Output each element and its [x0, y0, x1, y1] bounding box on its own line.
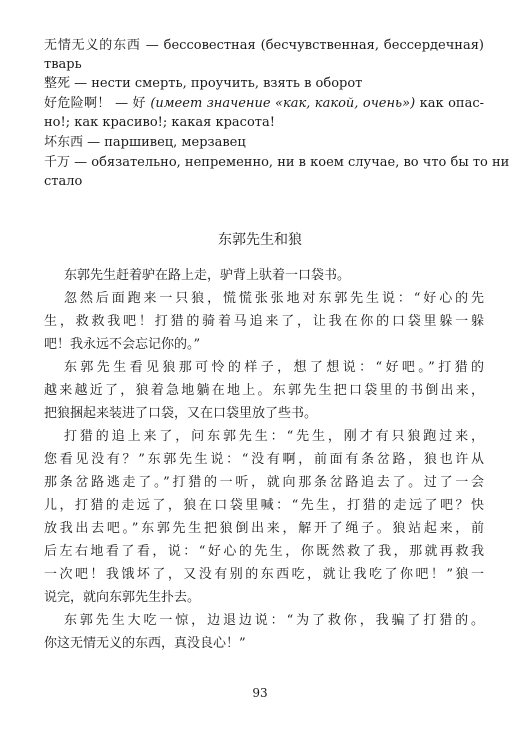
- story-line: 东郭先生看见狼那可怜的样子，想了想说：“好吧。”打猎的: [64, 360, 484, 375]
- glossary-entry-line: 坏东西 — паршивец, мерзавец: [44, 135, 246, 150]
- story-line: 你这无情无义的东西，真没良心！”: [44, 636, 246, 651]
- story-line: 后左右地看了看，说：“好心的先生，你既然救了我，那就再救我: [44, 544, 484, 559]
- story-line: 吧！我永远不会忘记你的。”: [44, 337, 201, 352]
- glossary-entry-line: стало: [44, 174, 83, 189]
- glossary-entry-line: [44, 95, 484, 113]
- glossary-term: 好危险啊！ — 好: [44, 96, 151, 111]
- story-line: 忽然后面跑来一只狼，慌慌张张地对东郭先生说：“好心的先: [64, 291, 484, 306]
- glossary-entry-line: тварь: [44, 57, 82, 72]
- story-line: 打猎的追上来了，问东郭先生：“先生，刚才有只狼跑过来，: [64, 429, 484, 444]
- story-line: 您看见没有？”东郭先生说：“没有啊，前面有条岔路，狼也许从: [44, 452, 484, 467]
- story-line: 越来越近了，狼着急地躺在地上。东郭先生把口袋里的书倒出来，: [44, 383, 484, 398]
- story-line: 放我出去吧。”东郭先生把狼倒出来，解开了绳子。狼站起来，前: [44, 521, 484, 536]
- story-title: 东郭先生和狼: [218, 232, 302, 248]
- story-line: 东郭先生大吃一惊，边退边说：“为了救你，我骗了打猎的。: [64, 613, 484, 628]
- story-line: 把狼捆起来装进了口袋，又在口袋里放了些书。: [44, 406, 318, 421]
- story-line: 一次吧！我饿坏了，又没有别的东西吃，就让我吃了你吧！”狼一: [44, 567, 484, 582]
- glossary-note: (имеет значение «как, какой, очень»): [150, 96, 416, 111]
- story-line: 生，救救我吧！打猎的骑着马追来了，让我在你的口袋里躲一躲: [44, 314, 484, 329]
- story-line: 那条岔路逃走了。”打猎的一听，就向那条岔路追去了。过了一会: [44, 475, 484, 490]
- page-number: 93: [252, 686, 268, 700]
- glossary-definition: как опас-: [415, 96, 484, 111]
- glossary-entry-line: 整死 — нести смерть, проучить, взять в оборот: [44, 76, 363, 91]
- story-line: 儿，打猎的走远了，狼在口袋里喊：“先生，打猎的走远了吧？快: [44, 498, 484, 513]
- story-line: 东郭先生赶着驴在路上走，驴背上驮着一口袋书。: [64, 268, 351, 283]
- story-line: 说完，就向东郭先生扑去。: [44, 590, 201, 605]
- glossary-entry-line: но!; как красиво!; какая красота!: [44, 115, 275, 130]
- glossary-entry-line: 千万 — обязательно, непременно, ни в коем случае, во что бы то ни: [44, 155, 510, 170]
- glossary-entry-line: 无情无义的东西 — бессовестная (бесчувственная, бессердечная): [44, 38, 484, 53]
